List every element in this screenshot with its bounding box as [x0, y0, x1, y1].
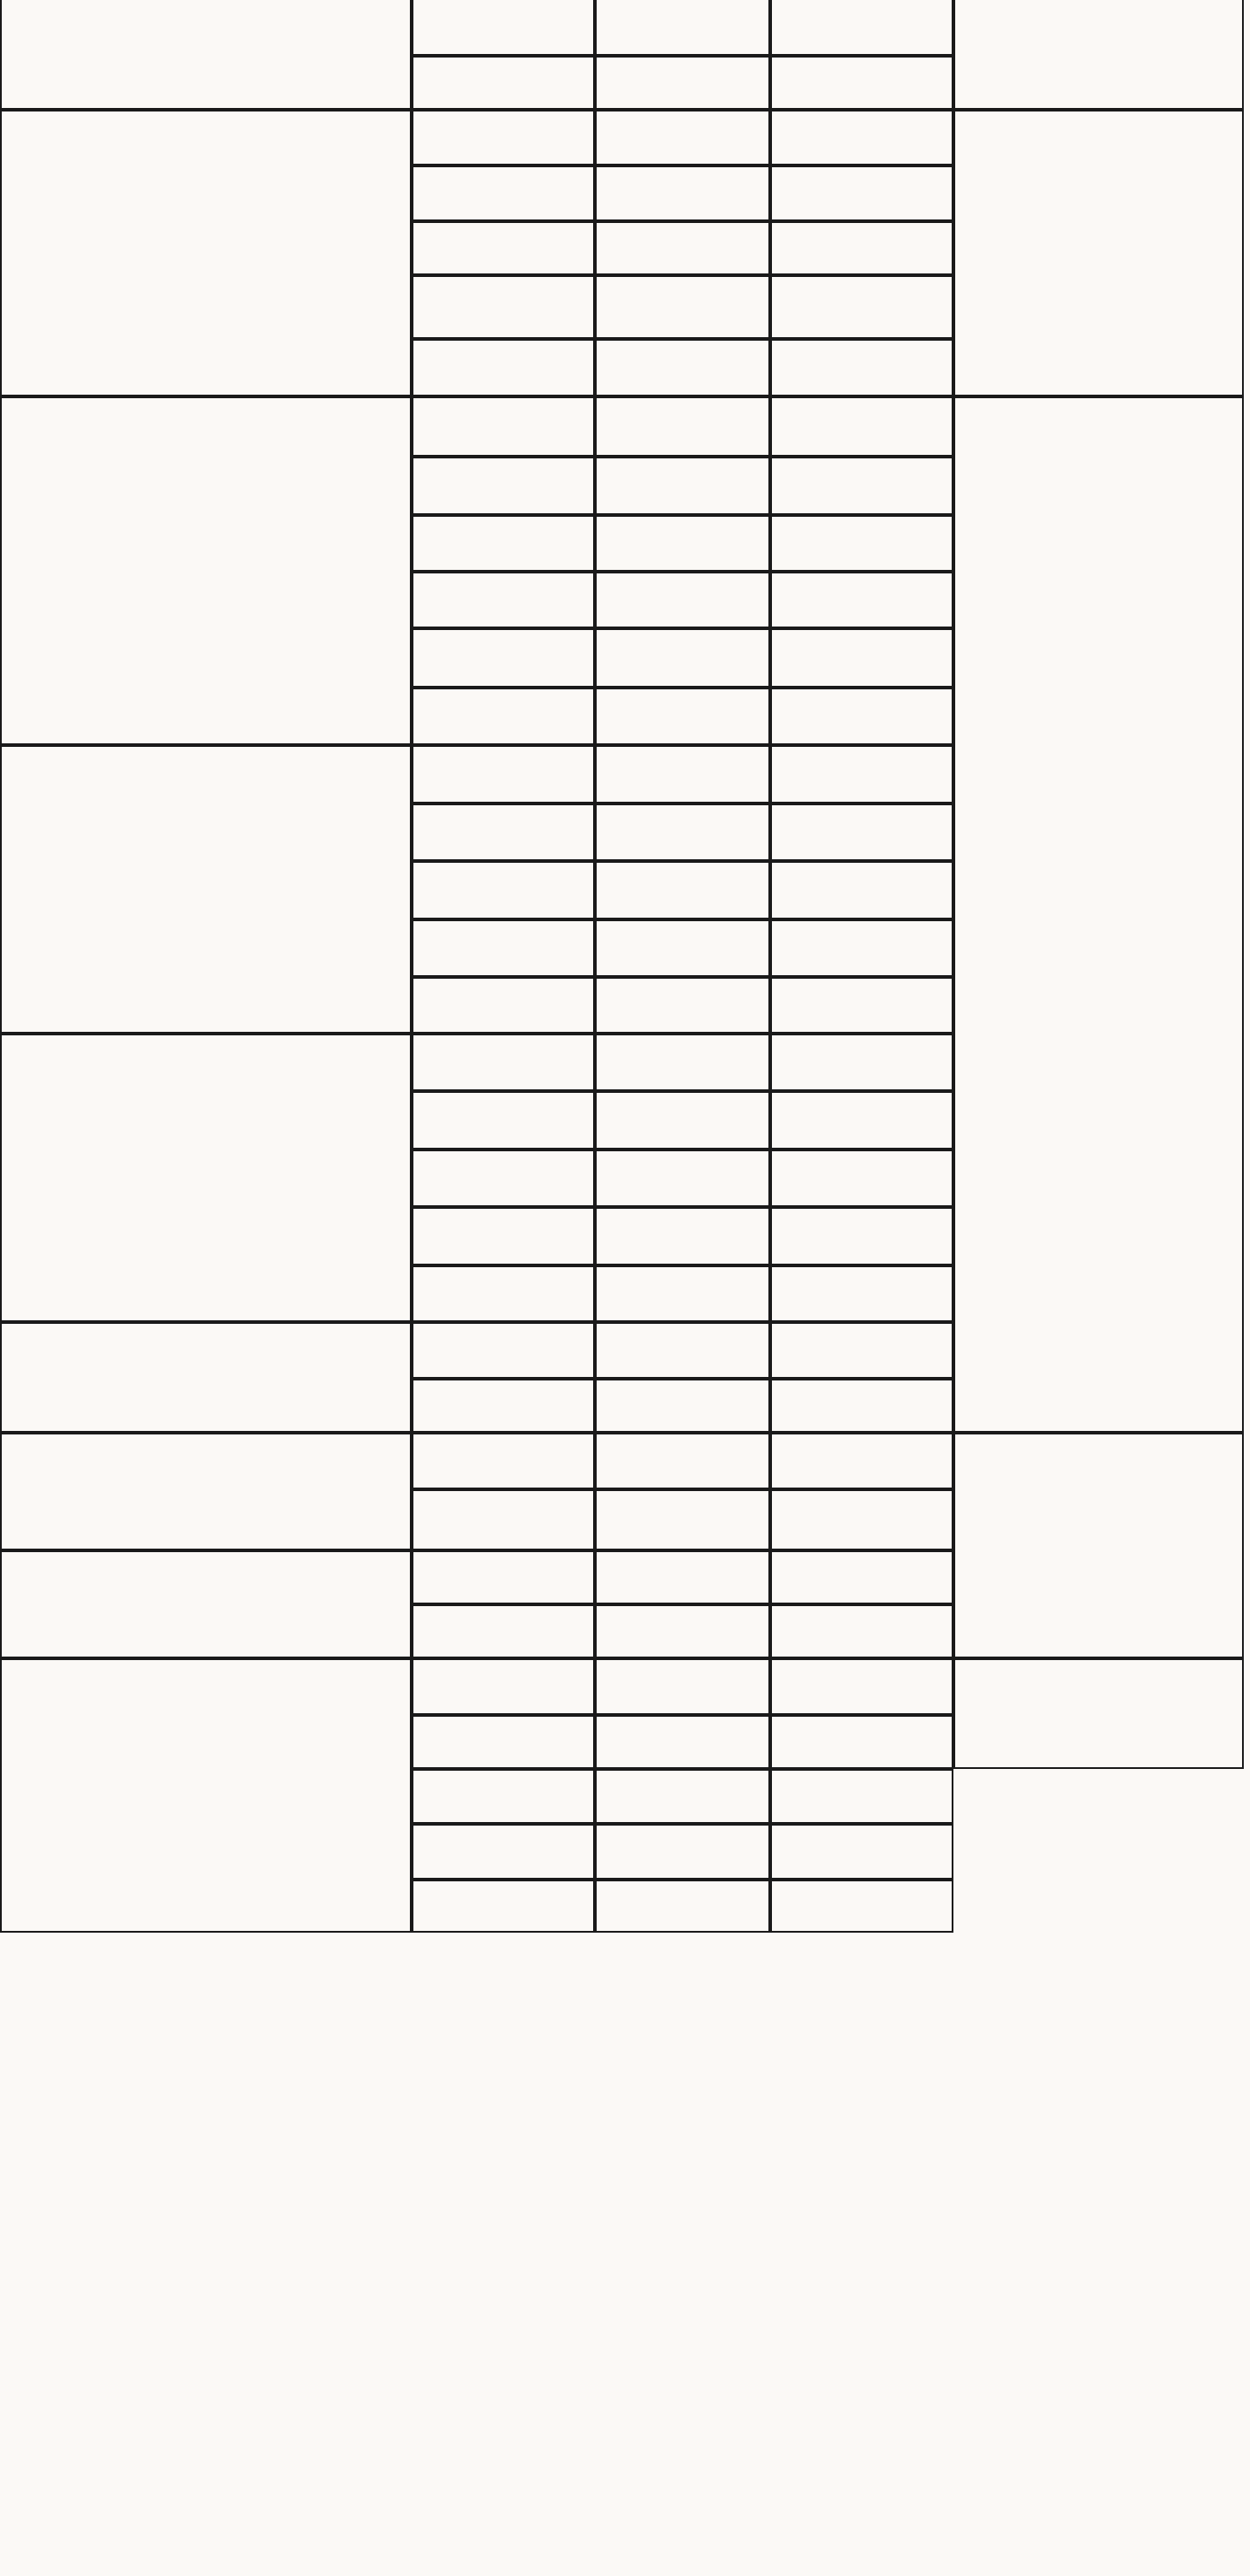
product-price — [595, 275, 770, 339]
product-price — [595, 1207, 770, 1265]
product-price — [595, 804, 770, 861]
product-name — [412, 221, 595, 275]
product-calorie — [770, 1433, 953, 1489]
product-calorie — [770, 1150, 953, 1207]
product-name — [412, 1265, 595, 1322]
product-name — [412, 56, 595, 110]
product-calorie — [770, 977, 953, 1034]
product-calorie — [770, 396, 953, 457]
product-price — [595, 515, 770, 572]
product-price — [595, 457, 770, 515]
product-name — [412, 628, 595, 688]
product-calorie — [770, 919, 953, 977]
product-price — [595, 1489, 770, 1550]
product-price — [595, 745, 770, 804]
product-price — [595, 977, 770, 1034]
product-name — [412, 804, 595, 861]
mine-name — [0, 1433, 412, 1550]
product-name — [412, 1769, 595, 1824]
product-calorie — [770, 1604, 953, 1658]
product-name — [412, 165, 595, 221]
product-price — [595, 1769, 770, 1824]
product-name — [412, 0, 595, 56]
product-price — [595, 0, 770, 56]
mine-name — [0, 396, 412, 745]
product-calorie — [770, 515, 953, 572]
product-calorie — [770, 1322, 953, 1379]
product-name — [412, 919, 595, 977]
product-calorie — [770, 1769, 953, 1824]
product-calorie — [770, 861, 953, 919]
contact-phone — [953, 1433, 1244, 1658]
product-price — [595, 1715, 770, 1769]
product-price — [595, 572, 770, 628]
product-calorie — [770, 110, 953, 165]
product-name — [412, 977, 595, 1034]
product-calorie — [770, 1824, 953, 1880]
product-price — [595, 1265, 770, 1322]
product-calorie — [770, 1379, 953, 1433]
product-calorie — [770, 628, 953, 688]
product-calorie — [770, 1091, 953, 1150]
contact-phone — [953, 396, 1244, 1433]
product-name — [412, 1715, 595, 1769]
product-price — [595, 1322, 770, 1379]
product-calorie — [770, 0, 953, 56]
product-calorie — [770, 457, 953, 515]
product-price — [595, 396, 770, 457]
product-price — [595, 110, 770, 165]
product-calorie — [770, 1034, 953, 1091]
product-name — [412, 1034, 595, 1091]
product-price — [595, 861, 770, 919]
product-price — [595, 1034, 770, 1091]
product-calorie — [770, 745, 953, 804]
product-name — [412, 515, 595, 572]
mine-name — [0, 1658, 412, 1933]
product-calorie — [770, 165, 953, 221]
product-calorie — [770, 275, 953, 339]
product-calorie — [770, 1265, 953, 1322]
product-name — [412, 1433, 595, 1489]
product-calorie — [770, 688, 953, 745]
contact-phone — [953, 1658, 1244, 1769]
product-price — [595, 688, 770, 745]
product-price — [595, 1091, 770, 1150]
contact-phone — [953, 110, 1244, 396]
product-price — [595, 1433, 770, 1489]
product-price — [595, 628, 770, 688]
product-name — [412, 1550, 595, 1604]
product-name — [412, 1824, 595, 1880]
product-price — [595, 1150, 770, 1207]
product-price — [595, 221, 770, 275]
product-name — [412, 339, 595, 396]
product-name — [412, 688, 595, 745]
product-name — [412, 745, 595, 804]
product-calorie — [770, 1715, 953, 1769]
product-name — [412, 1880, 595, 1933]
product-calorie — [770, 56, 953, 110]
product-calorie — [770, 804, 953, 861]
product-name — [412, 572, 595, 628]
contact-phone — [953, 0, 1244, 110]
product-price — [595, 339, 770, 396]
product-name — [412, 1207, 595, 1265]
product-name — [412, 396, 595, 457]
mine-name — [0, 1550, 412, 1658]
product-calorie — [770, 1550, 953, 1604]
mine-name — [0, 1034, 412, 1322]
product-name — [412, 1150, 595, 1207]
product-calorie — [770, 1489, 953, 1550]
product-name — [412, 1091, 595, 1150]
product-price — [595, 165, 770, 221]
product-price — [595, 1824, 770, 1880]
product-price — [595, 1550, 770, 1604]
product-name — [412, 1604, 595, 1658]
product-price — [595, 1880, 770, 1933]
product-calorie — [770, 1658, 953, 1715]
mine-name — [0, 110, 412, 396]
product-price — [595, 919, 770, 977]
product-name — [412, 457, 595, 515]
product-name — [412, 110, 595, 165]
product-price — [595, 1658, 770, 1715]
product-name — [412, 861, 595, 919]
product-calorie — [770, 1207, 953, 1265]
mine-name — [0, 1322, 412, 1433]
product-calorie — [770, 221, 953, 275]
product-price — [595, 1379, 770, 1433]
product-name — [412, 1489, 595, 1550]
product-calorie — [770, 339, 953, 396]
product-name — [412, 1322, 595, 1379]
product-name — [412, 1379, 595, 1433]
product-calorie — [770, 572, 953, 628]
product-price — [595, 56, 770, 110]
product-calorie — [770, 1880, 953, 1933]
product-name — [412, 1658, 595, 1715]
product-name — [412, 275, 595, 339]
product-price — [595, 1604, 770, 1658]
mine-name — [0, 745, 412, 1034]
mine-name — [0, 0, 412, 110]
